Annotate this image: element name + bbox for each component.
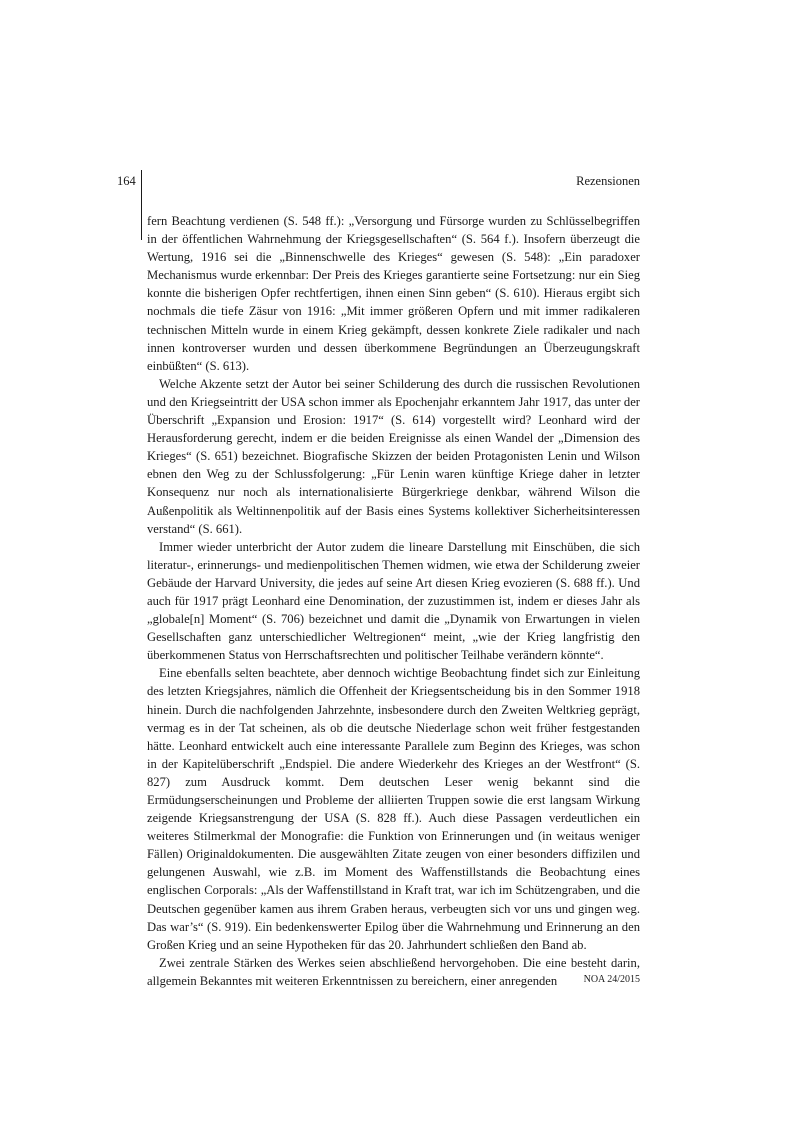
paragraph: Welche Akzente setzt der Autor bei seiner Schilderung des durch die russischen Revolutionen und den Kriegseintritt der USA schon immer als Epochenjahr erkanntem Jahr 1917, das unter der Überschrift „Expansion und Erosion: 1917“ (S. 614) vorgestellt wird? Leonhard wird der Herausforderung gerecht, indem er die beiden Ereignisse als einen Wandel der „Dimension des Krieges“ (S. 651) bezeichnet. Biografische Skizzen der beiden Protagonisten Lenin und Wilson ebnen den Weg zu der Schlussfolgerung: „Für Lenin waren künftige Kriege daher in letzter Konsequenz nur noch als internationalisierte Bürgerkriege denkbar, während Wilson die Außenpolitik als Weltinnenpolitik auf der Basis eines Systems kollektiver Sicherheitsinteressen verstand“ (S. 661). — [147, 376, 640, 536]
paragraph: Immer wieder unterbricht der Autor zudem die lineare Darstellung mit Einschüben, die sich literatur-, erinnerungs- und medienpolitischen Themen widmen, wie etwa der Schilderung zweier Gebäude der Harvard University, die jedes auf seine Art diesen Krieg evozieren (S. 688 ff.). Und auch für 1917 prägt Leonhard eine Denomination, der zuzustimmen ist, indem er dieses Jahr als „globale[n] Moment“ (S. 706) bezeichnet und damit die „Dynamik von Erwartungen in vielen Gesellschaften ganz unterschiedlicher Weltregionen“ meint, „wie der Krieg langfristig den überkommenen Status von Herrschaftsrechten und politischer Teilhabe verändern könnte“. — [147, 539, 640, 663]
paragraph: Zwei zentrale Stärken des Werkes seien abschließend hervorgehoben. Die eine besteht darin, allgemein Bekanntes mit weiteren Erkenntnissen zu bereichern, einer anregenden — [147, 955, 640, 988]
body-text — [147, 212, 640, 990]
paragraph: Eine ebenfalls selten beachtete, aber dennoch wichtige Beobachtung findet sich zur Einleitung des letzten Kriegsjahres, nämlich die Offenheit der Kriegsentscheidung bis in den Sommer 1918 hinein. Durch die nachfolgenden Jahrzehnte, insbesondere durch den Zweiten Weltkrieg geprägt, vermag es in der Tat scheinen, als ob die deutsche Niederlage schon weit früher festgestanden hätte. Leonhard entwickelt auch eine interessante Parallele zum Beginn des Krieges, was schon in der Kapitelüberschrift „Endspiel. Die andere Wiederkehr des Krieges an der Westfront“ (S. 827) zum Ausdruck kommt. Dem deutschen Leser wenig bekannt sind die Ermüdungserscheinungen und Probleme der alliierten Truppen sowie die erst langsam Wirkung zeigende Kriegsanstrengung der USA (S. 828 ff.). Auch diese Passagen verdeutlichen ein weiteres Stilmerkmal der Monografie: die Funktion von Erinnerungen und (in weitaus weniger Fällen) Originaldokumenten. Die ausgewählten Zitate zeugen von einer besonders diffizilen und gelungenen Auswahl, wie z.B. im Moment des Waffenstillstands die Beobachtung eines englischen Corporals: „Als der Waffenstillstand in Kraft trat, war ich im Schützengraben, und die Deutschen gegenüber kamen aus ihrem Graben heraus, verbeugten sich vor uns und gingen weg. Das war’s“ (S. 919). Ein bedenkenswerter Epilog über die Wahrnehmung und Erinnerung an den Großen Krieg und an seine Hypotheken für das 20. Jahrhundert schließen den Band ab. — [147, 666, 640, 952]
running-head: Rezensionen — [576, 174, 640, 188]
page-number: 164 — [117, 174, 136, 188]
paragraph: fern Beachtung verdienen (S. 548 ff.): „Versorgung und Fürsorge wurden zu Schlüsselbegriffen in der öffentlichen Wahrnehmung der Kriegsgesellschaften“ (S. 564 f.). Insofern überzeugt die Wertung, 1916 sei die „Binnenschwelle des Krieges“ gewesen (S. 548): „Ein paradoxer Mechanismus wurde erkennbar: Der Preis des Krieges garantierte seine Fortsetzung: nur ein Sieg konnte die bisherigen Opfer rechtfertigen, ihnen einen Sinn geben“ (S. 610). Hieraus ergibt sich nochmals die tiefe Zäsur von 1916: „Mit immer größeren Opfern und mit immer radikaleren technischen Mitteln wurde in einem Krieg gekämpft, dessen konkrete Ziele radikaler und nach innen kontroverser wurden und dessen überkommene Begründungen an Überzeugungskraft einbüßten“ (S. 613). — [147, 214, 640, 373]
journal-footer: NOA 24/2015 — [583, 974, 640, 985]
header-vertical-rule — [141, 170, 142, 240]
